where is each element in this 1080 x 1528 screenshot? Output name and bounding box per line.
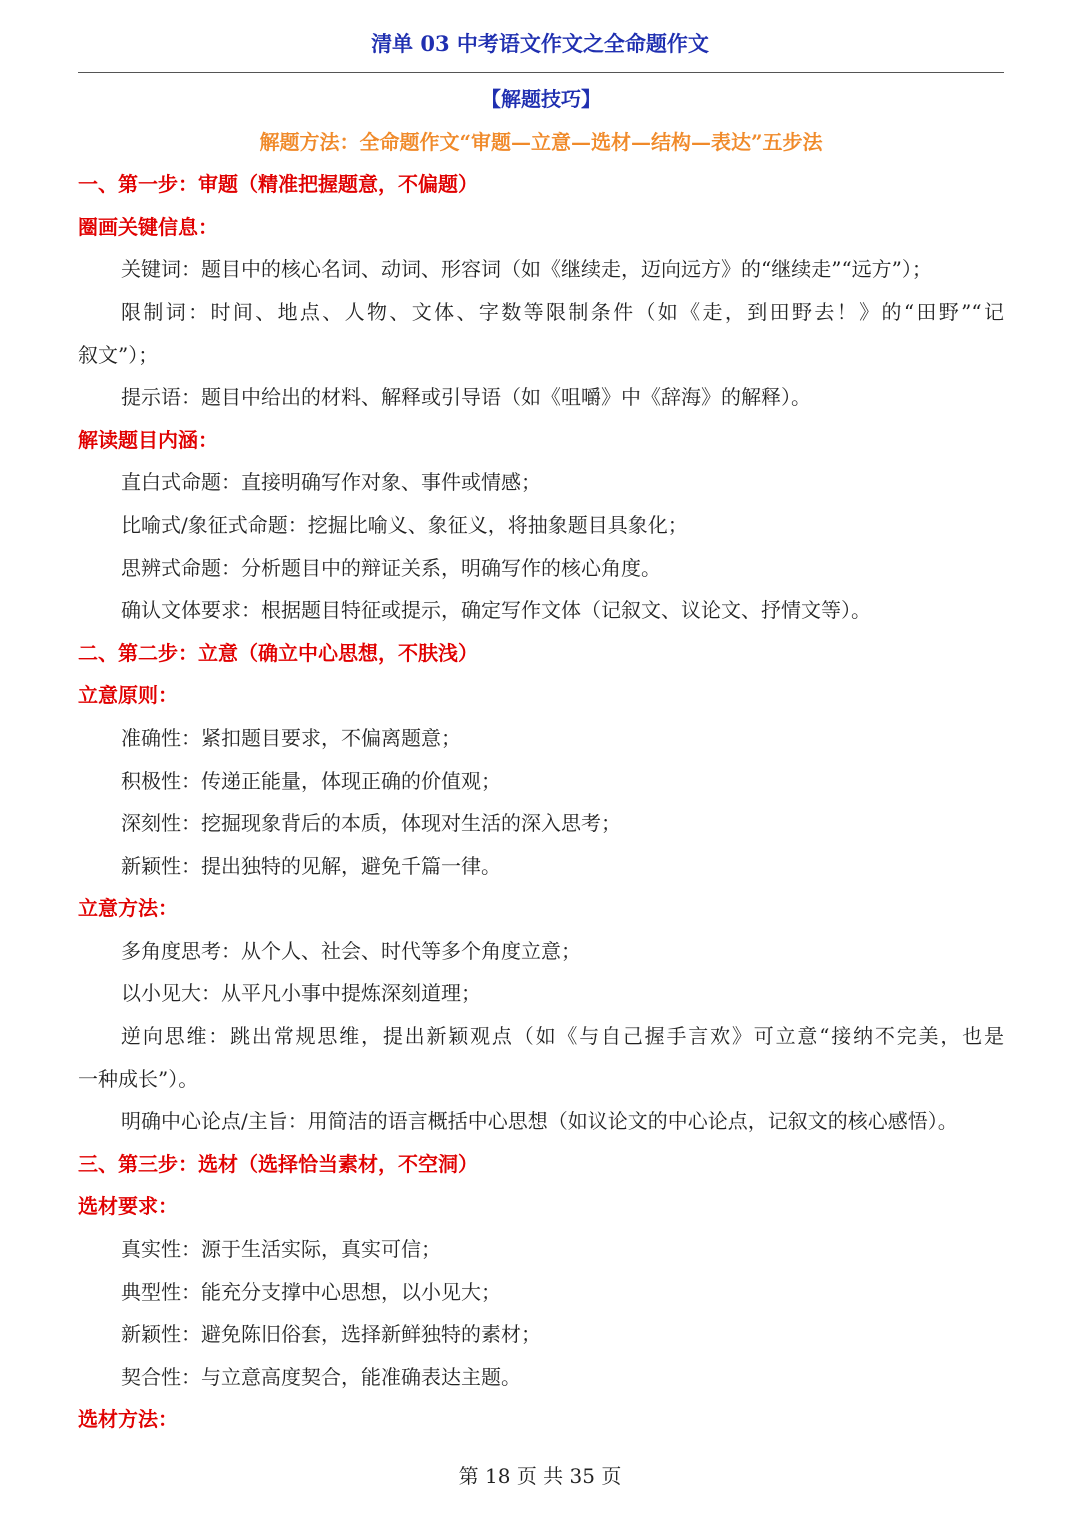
list-item: 以小见大：从平凡小事中提炼深刻道理；	[121, 981, 481, 1006]
step3-heading: 三、第三步：选材（选择恰当素材，不空洞）	[78, 1151, 478, 1176]
interpret-heading: 解读题目内涵：	[78, 427, 218, 452]
document-body	[78, 78, 1004, 1441]
list-item: 逆向思维：跳出常规思维，提出新颖观点（如《与自己握手言欢》可立意“接纳不完美，也是	[121, 1024, 1004, 1049]
list-item-continuation: 叙文”）；	[78, 342, 159, 367]
list-item: 思辨式命题：分析题目中的辩证关系，明确写作的核心角度。	[121, 555, 661, 580]
list-item: 确认文体要求：根据题目特征或提示，确定写作文体（记叙文、议论文、抒情文等）。	[121, 598, 871, 623]
list-item: 新颖性：提出独特的见解，避免千篇一律。	[121, 853, 501, 878]
method-title: 解题方法：全命题作文“审题—立意—选材—结构—表达”五步法	[259, 129, 823, 154]
page-number: 第 18 页 共 35 页	[458, 1464, 622, 1488]
selection-methods-heading: 选材方法：	[78, 1407, 178, 1432]
list-item: 新颖性：避免陈旧俗套，选择新鲜独特的素材；	[121, 1322, 541, 1347]
key-info-heading: 圈画关键信息：	[78, 214, 218, 239]
list-item: 多角度思考：从个人、社会、时代等多个角度立意；	[121, 938, 581, 963]
list-item-continuation: 一种成长”）。	[78, 1066, 199, 1091]
step1-heading: 一、第一步：审题（精准把握题意，不偏题）	[78, 172, 478, 197]
list-item: 关键词：题目中的核心名词、动词、形容词（如《继续走，迈向远方》的“继续走”“远方”）；	[121, 257, 932, 282]
list-item: 真实性：源于生活实际，真实可信；	[121, 1237, 441, 1262]
page-header-title: 清单 03 中考语文作文之全命题作文	[371, 31, 709, 56]
list-item: 准确性：紧扣题目要求，不偏离题意；	[121, 725, 461, 750]
step2-heading: 二、第二步：立意（确立中心思想，不肤浅）	[78, 640, 478, 665]
list-item: 深刻性：挖掘现象背后的本质，体现对生活的深入思考；	[121, 811, 621, 836]
list-item: 契合性：与立意高度契合，能准确表达主题。	[121, 1364, 521, 1389]
list-item: 直白式命题：直接明确写作对象、事件或情感；	[121, 470, 541, 495]
list-item: 提示语：题目中给出的材料、解释或引导语（如《咀嚼》中《辞海》的解释）。	[121, 385, 811, 410]
requirements-heading: 选材要求：	[78, 1194, 178, 1219]
section-label: 【解题技巧】	[481, 87, 601, 111]
list-item: 典型性：能充分支撑中心思想，以小见大；	[121, 1279, 501, 1304]
list-item: 积极性：传递正能量，体现正确的价值观；	[121, 768, 501, 793]
list-item: 明确中心论点/主旨：用简洁的语言概括中心思想（如议论文的中心论点，记叙文的核心感悟）。	[121, 1109, 958, 1134]
methods-heading: 立意方法：	[78, 896, 178, 921]
header-divider	[78, 72, 1004, 73]
list-item: 限制词：时间、地点、人物、文体、字数等限制条件（如《走，到田野去！》的“田野”“记	[121, 299, 1004, 324]
list-item: 比喻式/象征式命题：挖掘比喻义、象征义，将抽象题目具象化；	[121, 512, 688, 537]
principles-heading: 立意原则：	[78, 683, 178, 708]
